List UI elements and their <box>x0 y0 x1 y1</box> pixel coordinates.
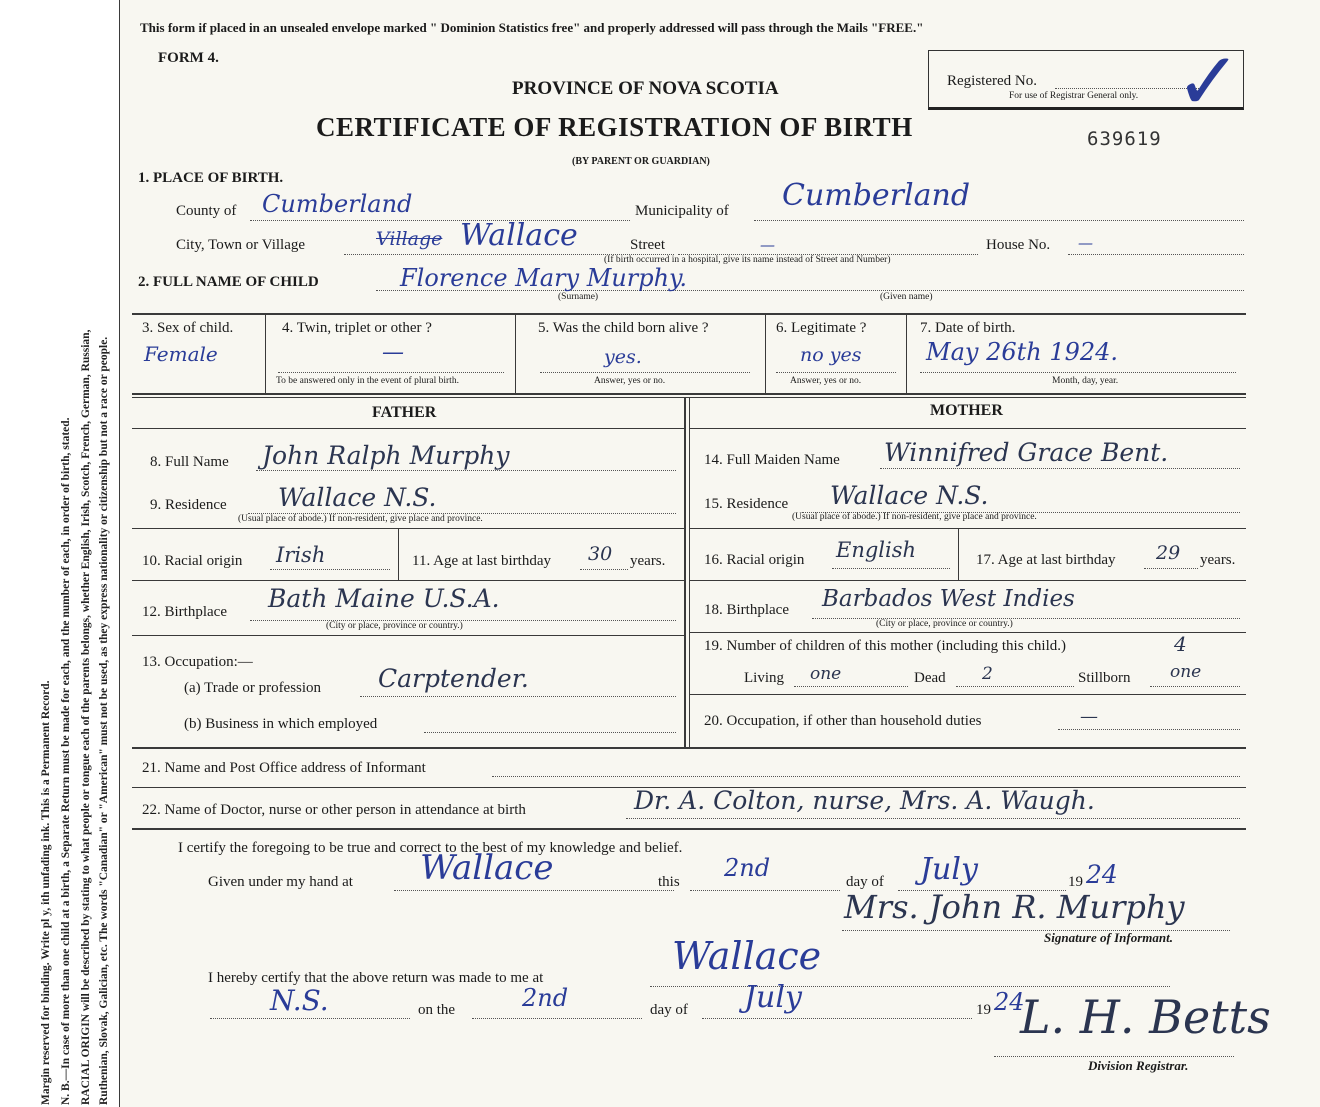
given-this-label: this <box>658 874 680 890</box>
mother-age-line <box>1144 568 1198 569</box>
city-value: Wallace <box>460 218 578 253</box>
mother-birthplace-value: Barbados West Indies <box>822 586 1075 612</box>
mother-stillborn-value: one <box>1170 662 1202 682</box>
registrar-year-value: 24 <box>994 988 1025 1016</box>
mother-children-label: 19. Number of children of this mother (including this child.) <box>704 638 1067 654</box>
mother-row-rule-4 <box>690 694 1246 695</box>
mother-stillborn-label: Stillborn <box>1078 670 1131 686</box>
legitimate-value: no yes <box>800 344 862 366</box>
given-day-value: 2nd <box>724 854 771 882</box>
mother-residence-note: (Usual place of abode.) If non-resident, give place and province. <box>792 512 1037 522</box>
form-number: FORM 4. <box>158 50 219 66</box>
father-name-label: 8. Full Name <box>150 454 229 470</box>
mother-age-value: 29 <box>1156 542 1181 564</box>
father-age-label: 11. Age at last birthday <box>412 553 551 569</box>
father-row-rule-3 <box>132 635 684 636</box>
doctor-line <box>626 818 1240 819</box>
house-number-line <box>1068 254 1244 255</box>
given-dayof-label: day of <box>846 874 884 890</box>
given-under-hand-label: Given under my hand at <box>208 874 353 890</box>
legitimate-note: Answer, yes or no. <box>790 376 862 386</box>
mother-row-rule-1 <box>690 528 1246 529</box>
registrar-place2-value: N.S. <box>270 984 329 1017</box>
registrar-on-label: on the <box>418 1002 456 1018</box>
box-divider-1 <box>265 315 266 393</box>
legitimate-line <box>776 372 896 373</box>
mother-occupation-label: 20. Occupation, if other than household duties <box>704 713 982 729</box>
given-name-note: (Given name) <box>880 292 933 302</box>
informant-certify-statement: I certify the foregoing to be true and correct to the best of my knowledge and belief. <box>178 840 683 856</box>
father-residence-note: (Usual place of abode.) If non-resident, give place and province. <box>238 514 483 524</box>
father-trade-label: (a) Trade or profession <box>184 680 322 696</box>
father-business-label: (b) Business in which employed <box>184 716 378 732</box>
certificate-title: CERTIFICATE OF REGISTRATION OF BIRTH <box>316 112 913 142</box>
margin-note-plural-birth: N. B.—In case of more than one child at a birth, a Separate Return must be made for each, and the number of each, in order of birth, stated. <box>60 417 72 1105</box>
checkmark-icon: ✓ <box>1175 35 1243 128</box>
doctor-value: Dr. A. Colton, nurse, Mrs. A. Waugh. <box>634 786 1095 815</box>
given-month-value: July <box>920 852 978 887</box>
registrar-month-line <box>702 1018 972 1019</box>
mother-race-value: English <box>836 538 917 562</box>
binding-margin <box>0 0 120 1107</box>
street-note: (If birth occurred in a hospital, give its name instead of Street and Number) <box>604 255 891 265</box>
municipality-label: Municipality of <box>635 203 729 219</box>
mother-living-value: one <box>810 664 842 684</box>
mother-occupation-value: — <box>1080 706 1098 727</box>
father-trade-value: Carptender. <box>378 664 529 693</box>
father-trade-line <box>360 696 676 697</box>
registrar-day-value: 2nd <box>522 984 569 1012</box>
twin-line <box>278 372 504 373</box>
father-name-line <box>256 470 676 471</box>
house-number-value: — <box>1078 234 1093 252</box>
child-name-label: 2. FULL NAME OF CHILD <box>138 274 319 290</box>
registered-number-box <box>928 35 1244 128</box>
mother-residence-label: 15. Residence <box>704 496 789 512</box>
registrar-day-line <box>472 1018 642 1019</box>
father-race-line <box>270 569 390 570</box>
registrar-signature-line <box>994 1056 1234 1057</box>
mother-race-line <box>832 568 950 569</box>
date-of-birth-line <box>920 372 1236 373</box>
county-label: County of <box>176 203 237 219</box>
mother-heading-rule <box>690 428 1246 429</box>
father-age-unit: years. <box>630 553 666 569</box>
born-alive-note: Answer, yes or no. <box>594 376 666 386</box>
surname-note: (Surname) <box>558 292 599 302</box>
father-residence-value: Wallace N.S. <box>278 483 437 512</box>
mother-race-label: 16. Racial origin <box>704 552 805 568</box>
born-alive-value: yes. <box>604 346 642 368</box>
father-race-label: 10. Racial origin <box>142 553 243 569</box>
given-place-line <box>394 890 674 891</box>
registrar-certify-statement: I hereby certify that the above return was made to me at <box>208 970 544 986</box>
street-label: Street <box>630 237 665 253</box>
informant-label: 21. Name and Post Office address of Informant <box>142 760 426 776</box>
child-name-value: Florence Mary Murphy. <box>400 264 688 292</box>
registered-number-label: Registered No. <box>947 73 1037 89</box>
boxes-bottom-border <box>132 393 1246 395</box>
informant-top-border <box>132 747 1246 749</box>
birth-certificate-form <box>120 0 1320 1107</box>
father-row-rule-2 <box>132 580 684 581</box>
father-heading-rule <box>132 428 684 429</box>
mother-race-age-divider <box>958 528 959 580</box>
margin-note-racial-origin: RACIAL ORIGIN will be described by stating to what people or tongue each of the parents belongs, whether English, Irish, Scotch, French, German, Russian, <box>80 329 92 1105</box>
registered-number-note: For use of Registrar General only. <box>1009 91 1139 101</box>
mother-stillborn-line <box>1150 686 1240 687</box>
mother-row-rule-3 <box>690 632 1246 633</box>
mother-heading: MOTHER <box>930 402 1003 419</box>
house-number-label: House No. <box>986 237 1051 253</box>
given-place-value: Wallace <box>420 848 554 888</box>
street-value: — <box>760 236 775 254</box>
father-birthplace-line <box>250 620 676 621</box>
municipality-line <box>754 220 1244 221</box>
mother-occupation-line <box>1058 729 1240 730</box>
serial-number: 639619 <box>1087 128 1162 150</box>
mother-birthplace-note: (City or place, province or country.) <box>876 619 1013 629</box>
place-of-birth-label: 1. PLACE OF BIRTH. <box>138 170 284 186</box>
mother-age-label: 17. Age at last birthday <box>976 552 1116 568</box>
father-race-value: Irish <box>276 543 326 567</box>
mother-name-value: Winnifred Grace Bent. <box>884 438 1169 467</box>
legitimate-label: 6. Legitimate ? <box>776 320 867 336</box>
box-divider-2 <box>515 315 516 393</box>
city-struck-value: Village <box>376 228 443 250</box>
mother-dead-label: Dead <box>914 670 946 686</box>
mother-dead-line <box>956 686 1074 687</box>
father-birthplace-note: (City or place, province or country.) <box>326 621 463 631</box>
mother-birthplace-label: 18. Birthplace <box>704 602 789 618</box>
father-occupation-label: 13. Occupation:— <box>142 654 253 670</box>
parents-divider <box>684 397 686 747</box>
registrar-place-line <box>650 986 1170 987</box>
municipality-value: Cumberland <box>782 178 971 213</box>
boxes-top-border <box>132 313 1246 315</box>
father-race-age-divider <box>398 528 399 580</box>
born-alive-label: 5. Was the child born alive ? <box>538 320 709 336</box>
mother-name-label: 14. Full Maiden Name <box>704 452 840 468</box>
father-name-value: John Ralph Murphy <box>262 441 510 470</box>
registrar-month-value: July <box>744 980 802 1015</box>
father-heading: FATHER <box>372 404 437 421</box>
date-of-birth-note: Month, day, year. <box>1052 376 1119 386</box>
doctor-label: 22. Name of Doctor, nurse or other person in attendance at birth <box>142 802 526 818</box>
mother-living-line <box>794 686 908 687</box>
born-alive-line <box>540 372 750 373</box>
box-divider-4 <box>906 315 907 393</box>
father-business-line <box>424 732 676 733</box>
sex-value: Female <box>144 342 218 366</box>
given-year-prefix: 19 <box>1068 874 1083 890</box>
father-residence-label: 9. Residence <box>150 497 227 513</box>
certificate-subtitle: (BY PARENT OR GUARDIAN) <box>572 156 710 167</box>
mother-name-line <box>880 468 1240 469</box>
mother-row-rule-2 <box>690 580 1246 581</box>
informant-signature-caption: Signature of Informant. <box>1044 930 1173 945</box>
registrar-signature-caption: Division Registrar. <box>1088 1058 1189 1073</box>
city-label: City, Town or Village <box>176 237 306 253</box>
informant-signature: Mrs. John R. Murphy <box>844 888 1185 926</box>
father-age-value: 30 <box>588 543 613 565</box>
margin-note-binding: Margin reserved for binding. Write pl y, ith unfading ink. This is a Permanent Record. <box>40 680 52 1105</box>
given-day-line <box>690 890 840 891</box>
certification-top-border <box>132 828 1246 830</box>
informant-line <box>492 776 1240 777</box>
county-value: Cumberland <box>262 190 413 218</box>
registrar-place2-line <box>210 1018 410 1019</box>
mother-dead-value: 2 <box>982 664 993 684</box>
mother-residence-value: Wallace N.S. <box>830 481 989 510</box>
box-divider-3 <box>765 315 766 393</box>
margin-note-nationality: Ruthenian, Slovak, Galician, etc. The words "Canadian" or "American" must not be used, as they express nationality or citizenship but not a race or people. <box>98 336 110 1105</box>
twin-value: — <box>382 340 404 365</box>
twin-note: To be answered only in the event of plural birth. <box>276 376 459 386</box>
sex-label: 3. Sex of child. <box>142 320 234 336</box>
father-row-rule-1 <box>132 528 684 529</box>
mail-notice: This form if placed in an unsealed envelope marked " Dominion Statistics free" and properly addressed will pass through the Mails "FREE." <box>140 20 924 35</box>
province-heading: PROVINCE OF NOVA SCOTIA <box>512 78 779 99</box>
mother-living-label: Living <box>744 670 784 686</box>
father-age-line <box>580 569 628 570</box>
mother-children-value: 4 <box>1174 632 1187 656</box>
registrar-place-value: Wallace <box>672 934 822 978</box>
father-birthplace-label: 12. Birthplace <box>142 604 227 620</box>
father-birthplace-value: Bath Maine U.S.A. <box>268 584 500 613</box>
mother-age-unit: years. <box>1200 552 1236 568</box>
given-year-value: 24 <box>1086 860 1118 889</box>
registrar-dayof-label: day of <box>650 1002 688 1018</box>
date-of-birth-value: May 26th 1924. <box>926 338 1119 366</box>
registrar-signature: L. H. Betts <box>1020 990 1271 1044</box>
registrar-year-prefix: 19 <box>976 1002 991 1018</box>
twin-label: 4. Twin, triplet or other ? <box>282 320 432 336</box>
date-of-birth-label: 7. Date of birth. <box>920 320 1016 336</box>
